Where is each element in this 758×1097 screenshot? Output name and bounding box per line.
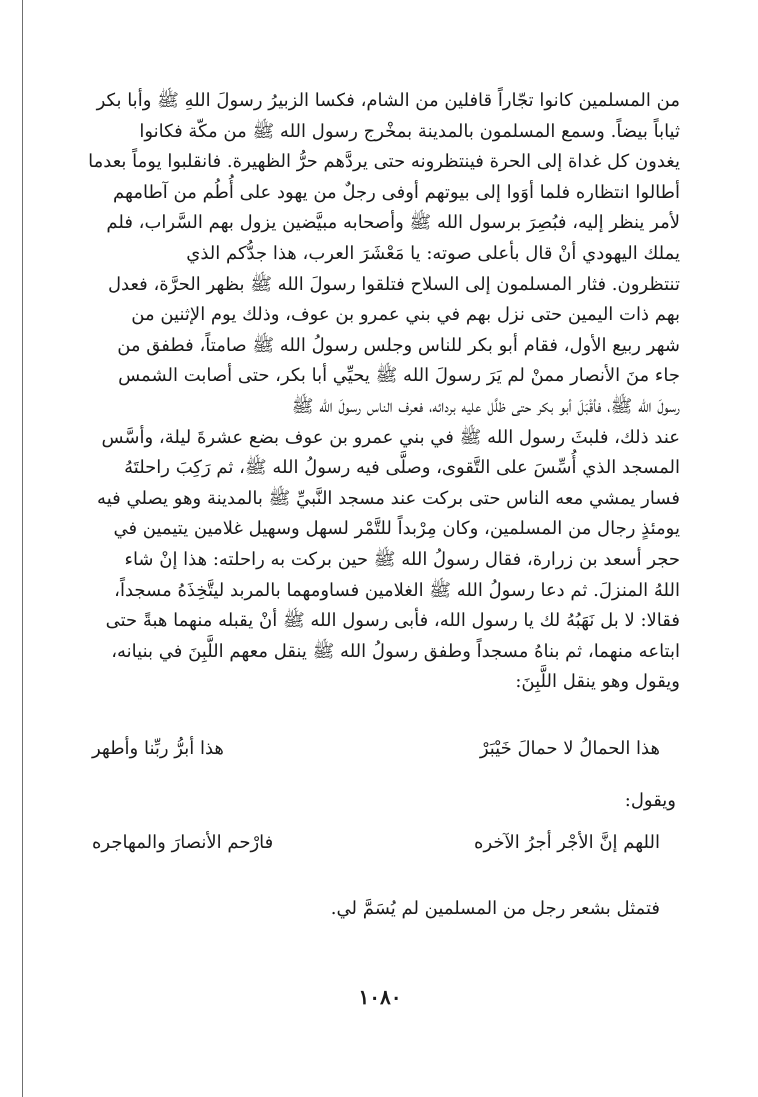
verse-2-second-hemistich: فارْحم الأنصارَ والمهاجره [92,831,274,853]
body-line: يملك اليهودي أنْ قال بأعلى صوته: يا مَعْشَرَ العرب، هذا جدُّكم الذي [186,242,680,264]
body-line: من المسلمين كانوا تجّاراً قافلين من الشام، فكسا الزبيرُ رسولَ اللهِ ﷺ وأبا بكر [96,90,680,111]
body-line: حجر أسعد بن زرارة، فقال رسولُ الله ﷺ حين بركت به راحلته: هذا إنْ شاء [124,548,680,570]
body-paragraph [80,86,680,698]
verse-intro: ويقول: [624,789,676,811]
body-line: جاء منَ الأنصار ممنْ لم يَرَ رسولَ الله ﷺ يحيِّي أبا بكر، حتى أصابت الشمس [118,365,680,387]
book-page [80,86,680,924]
body-line: لأمر ينظر إليه، فبُصِرَ برسول الله ﷺ وأصحابه مبيَّضين يزول بهم السَّراب، فلم [106,212,680,234]
closing-line: فتمثل بشعر رجل من المسلمين لم يُسَمَّ لي. [330,897,660,919]
left-margin-rule [22,0,23,1097]
verse-1-second-hemistich: هذا أبرُّ ربِّنا وأطهر [92,737,224,759]
verse-1-first-hemistich: هذا الحمالُ لا حمالَ خَيْبَرْ [479,737,660,759]
page-number: ١٠٨٠ [358,985,402,1009]
body-line: ابتاعه منهما، ثم بناهُ مسجداً وطفق رسولُ الله ﷺ ينقل معهم اللَّبِنَ في بنيانه، [111,640,680,662]
body-line: تنتظرون. فثار المسلمون إلى السلاح فتلقوا رسولَ الله ﷺ بظهر الحرَّة، فعدل [107,273,680,295]
body-line: أطالوا انتظاره فلما أوَوا إلى بيوتهم أوفى رجلٌ من يهود على أُطُم من آطامهم [113,181,680,203]
body-line: يومئذٍ رجال من المسلمين، وكان مِرْبداً للتَّمْر لسهل وسهيل غلامين يتيمين في [113,518,680,540]
body-line: اللهُ المنزلَ. ثم دعا رسولُ الله ﷺ الغلامين فساومهما بالمربد ليتَّخِذَهُ مسجداً، [114,579,680,601]
poem-verse-1 [80,734,680,764]
body-line: بهم ذات اليمين حتى نزل بهم في بني عمرو بن عوف، وذلك يوم الإثنين من [131,304,680,326]
body-line: رسولَ الله ﷺ، فأقْبَلَ أبو بكر حتى ظلَّل عليه بردائه، فعرف الناس رسولَ الله ﷺ [291,395,680,417]
body-line: ويقول وهو ينقل اللَّبِنَ: [515,671,680,693]
body-line: ثياباً بيضاً. وسمع المسلمون بالمدينة بمخْرج رسول الله ﷺ من مكّة فكانوا [139,120,680,142]
body-line: فقالا: لا بل نَهَبُهُ لك يا رسول الله، فأبى رسول الله ﷺ أنْ يقبله منهما هبةً حتى [105,610,680,632]
body-line: يغدون كل غداة إلى الحرة فينتظرونه حتى يردَّهم حرُّ الظهيرة. فانقلبوا يوماً بعدما [88,151,680,173]
body-line: عند ذلك، فلبثَ رسول الله ﷺ في بني عمرو بن عوف بضع عشرةَ ليلة، وأسَّس [101,426,680,448]
body-line: فسار يمشي معه الناس حتى بركت عند مسجد النَّبيِّ ﷺ بالمدينة وهو يصلي فيه [97,487,680,509]
poem-verse-2 [80,828,680,858]
body-line: شهر ربيع الأول، فقام أبو بكر للناس وجلس رسولُ الله ﷺ صامتاً، فطفق من [117,334,680,356]
verse-2-first-hemistich: اللهم إنَّ الأجْر أجرُ الآخره [474,831,660,853]
body-line: المسجد الذي أُسِّسَ على التَّقوى، وصلَّى فيه رسولُ الله ﷺ، ثم رَكِبَ راحلتَهُ [124,457,680,479]
